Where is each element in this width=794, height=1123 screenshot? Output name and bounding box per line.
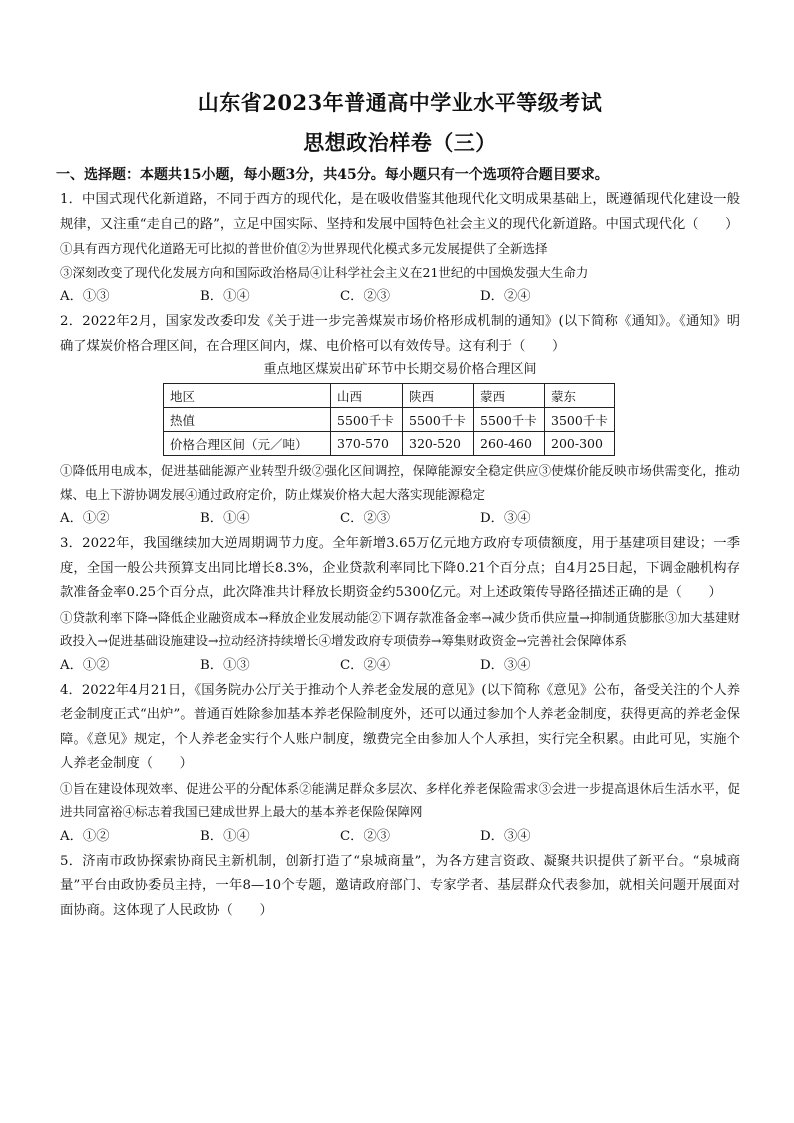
option-c: C．②③ xyxy=(340,511,391,526)
option-c: C．②③ xyxy=(340,289,391,304)
table-cell: 山西 xyxy=(331,384,403,408)
table-cell: 5500千卡 xyxy=(474,408,545,432)
question-stem: 5．济南市政协探索协商民主新机制，创新打造了“泉城商量”，为各方建言资政、凝聚共识提供了新平台。“泉城商量”平台由政协委员主持，一年8—10个专题，邀请政府部门、专家学者、基层群众代表参加，就相关问题开展面对面协商。这体现了人民政协（ ） xyxy=(60,853,740,918)
question-1 xyxy=(60,188,740,310)
section-heading: 一、选择题：本题共15小题，每小题3分，共45分。每小题只有一个选项符合题目要求。 xyxy=(56,167,609,183)
table-cell: 320-520 xyxy=(403,432,474,456)
question-5 xyxy=(60,850,740,924)
statement-line: ①贷款利率下降→降低企业融资成本→释放企业发展动能②下调存款准备金率→减少货币供应量→抑制通货膨胀③加大基建财政投入→促进基础设施建设→拉动经济持续增长④增发政府专项债券→筹集财政资金→完善社会保障体系 xyxy=(60,609,740,648)
answer-options xyxy=(60,653,740,679)
exam-subtitle: 思想政治样卷（三） xyxy=(303,130,497,155)
question-stem: 2．2022年2月，国家发改委印发《关于进一步完善煤炭市场价格形成机制的通知》(以下简称《通知》。《通知》明确了煤炭价格合理区间，在合理区间内，煤、电价格可以有效传导。这有利于（ ） xyxy=(60,314,740,354)
table-cell: 5500千卡 xyxy=(403,408,474,432)
answer-options xyxy=(60,824,740,850)
table-cell: 蒙西 xyxy=(474,384,545,408)
option-d: D．③④ xyxy=(480,511,531,526)
table-cell: 陕西 xyxy=(403,384,474,408)
option-b: B．①③ xyxy=(200,657,250,673)
table-cell: 370-570 xyxy=(331,432,403,456)
option-b: B．①④ xyxy=(200,289,250,304)
statement-line: ①具有西方现代化道路无可比拟的普世价值②为世界现代化模式多元发展提供了全新选择 xyxy=(60,241,548,256)
option-c: C．②③ xyxy=(340,828,391,844)
option-c: C．②④ xyxy=(340,657,391,673)
question-stem: 3．2022年，我国继续加大逆周期调节力度。全年新增3.65万亿元地方政府专项债额度，用于基建项目建设；一季度，全国一般公共预算支出同比增长8.3%，企业贷款利率同比下降0.21个百分点；自4月25日起，下调金融机构存款准备金率0.25个百分点，此次降准共计释放长期资金约5300亿元。对上述政策传导路径描述正确的是（ ） xyxy=(60,536,740,600)
question-stem: 1．中国式现代化新道路，不同于西方的现代化，是在吸收借鉴其他现代化文明成果基础上，既遵循现代化建设一般规律，又注重“走自己的路”，立足中国实际、坚持和发展中国特色社会主义的现代化新道路。中国式现代化（ ） xyxy=(60,192,740,232)
table-cell: 5500千卡 xyxy=(331,408,403,432)
option-d: D．③④ xyxy=(480,828,531,844)
price-table xyxy=(163,383,615,456)
table-row xyxy=(164,408,615,432)
table-cell: 3500千卡 xyxy=(545,408,615,432)
exam-page xyxy=(56,88,740,923)
option-a: A．①② xyxy=(60,657,110,673)
option-a: A．①② xyxy=(60,511,110,526)
table-cell: 260-460 xyxy=(474,432,545,456)
table-cell: 地区 xyxy=(164,384,331,408)
option-a: A．①③ xyxy=(60,289,110,304)
table-row xyxy=(164,432,615,456)
option-a: A．①② xyxy=(60,828,110,844)
exam-title: 山东省2023年普通高中学业水平等级考试 xyxy=(197,90,603,115)
option-b: B．①④ xyxy=(200,828,250,844)
option-d: D．②④ xyxy=(480,289,531,304)
statement-line: ①旨在建设体现效率、促进公平的分配体系②能满足群众多层次、多样化养老保险需求③会进一步提高退休后生活水平，促进共同富裕④标志着我国已建成世界上最大的基本养老保险保障网 xyxy=(60,780,740,819)
table-cell: 200-300 xyxy=(545,432,615,456)
answer-options xyxy=(60,284,740,310)
option-b: B．①④ xyxy=(200,511,250,526)
answer-options xyxy=(60,506,740,532)
question-stem: 4．2022年4月21日，《国务院办公厅关于推动个人养老金发展的意见》(以下简称《意见》公布，备受关注的个人养老金制度正式“出炉”。普通百姓除参加基本养老保险制度外，还可以通过参加个人养老金制度，获得更高的养老金保障。《意见》规定，个人养老金实行个人账户制度，缴费完全由参加人个人承担，实行完全积累。由此可见，实施个人养老金制度（ ） xyxy=(60,682,740,771)
question-2 xyxy=(60,310,740,532)
question-4 xyxy=(60,679,740,850)
table-caption: 重点地区煤炭出矿环节中长期交易价格合理区间 xyxy=(263,362,537,377)
table-row xyxy=(164,384,615,408)
statement-line: ③深刻改变了现代化发展方向和国际政治格局④让科学社会主义在21世纪的中国焕发强大生命力 xyxy=(60,264,589,280)
table-cell: 热值 xyxy=(164,408,331,432)
option-d: D．③④ xyxy=(480,657,531,673)
statement-line: ①降低用电成本，促进基础能源产业转型升级②强化区间调控，保障能源安全稳定供应③使煤价能反映市场供需变化，推动煤、电上下游协调发展④通过政府定价，防止煤炭价格大起大落实现能源稳定 xyxy=(60,463,740,502)
table-cell: 价格合理区间（元／吨） xyxy=(164,432,331,456)
table-cell: 蒙东 xyxy=(545,384,615,408)
question-3 xyxy=(60,532,740,679)
